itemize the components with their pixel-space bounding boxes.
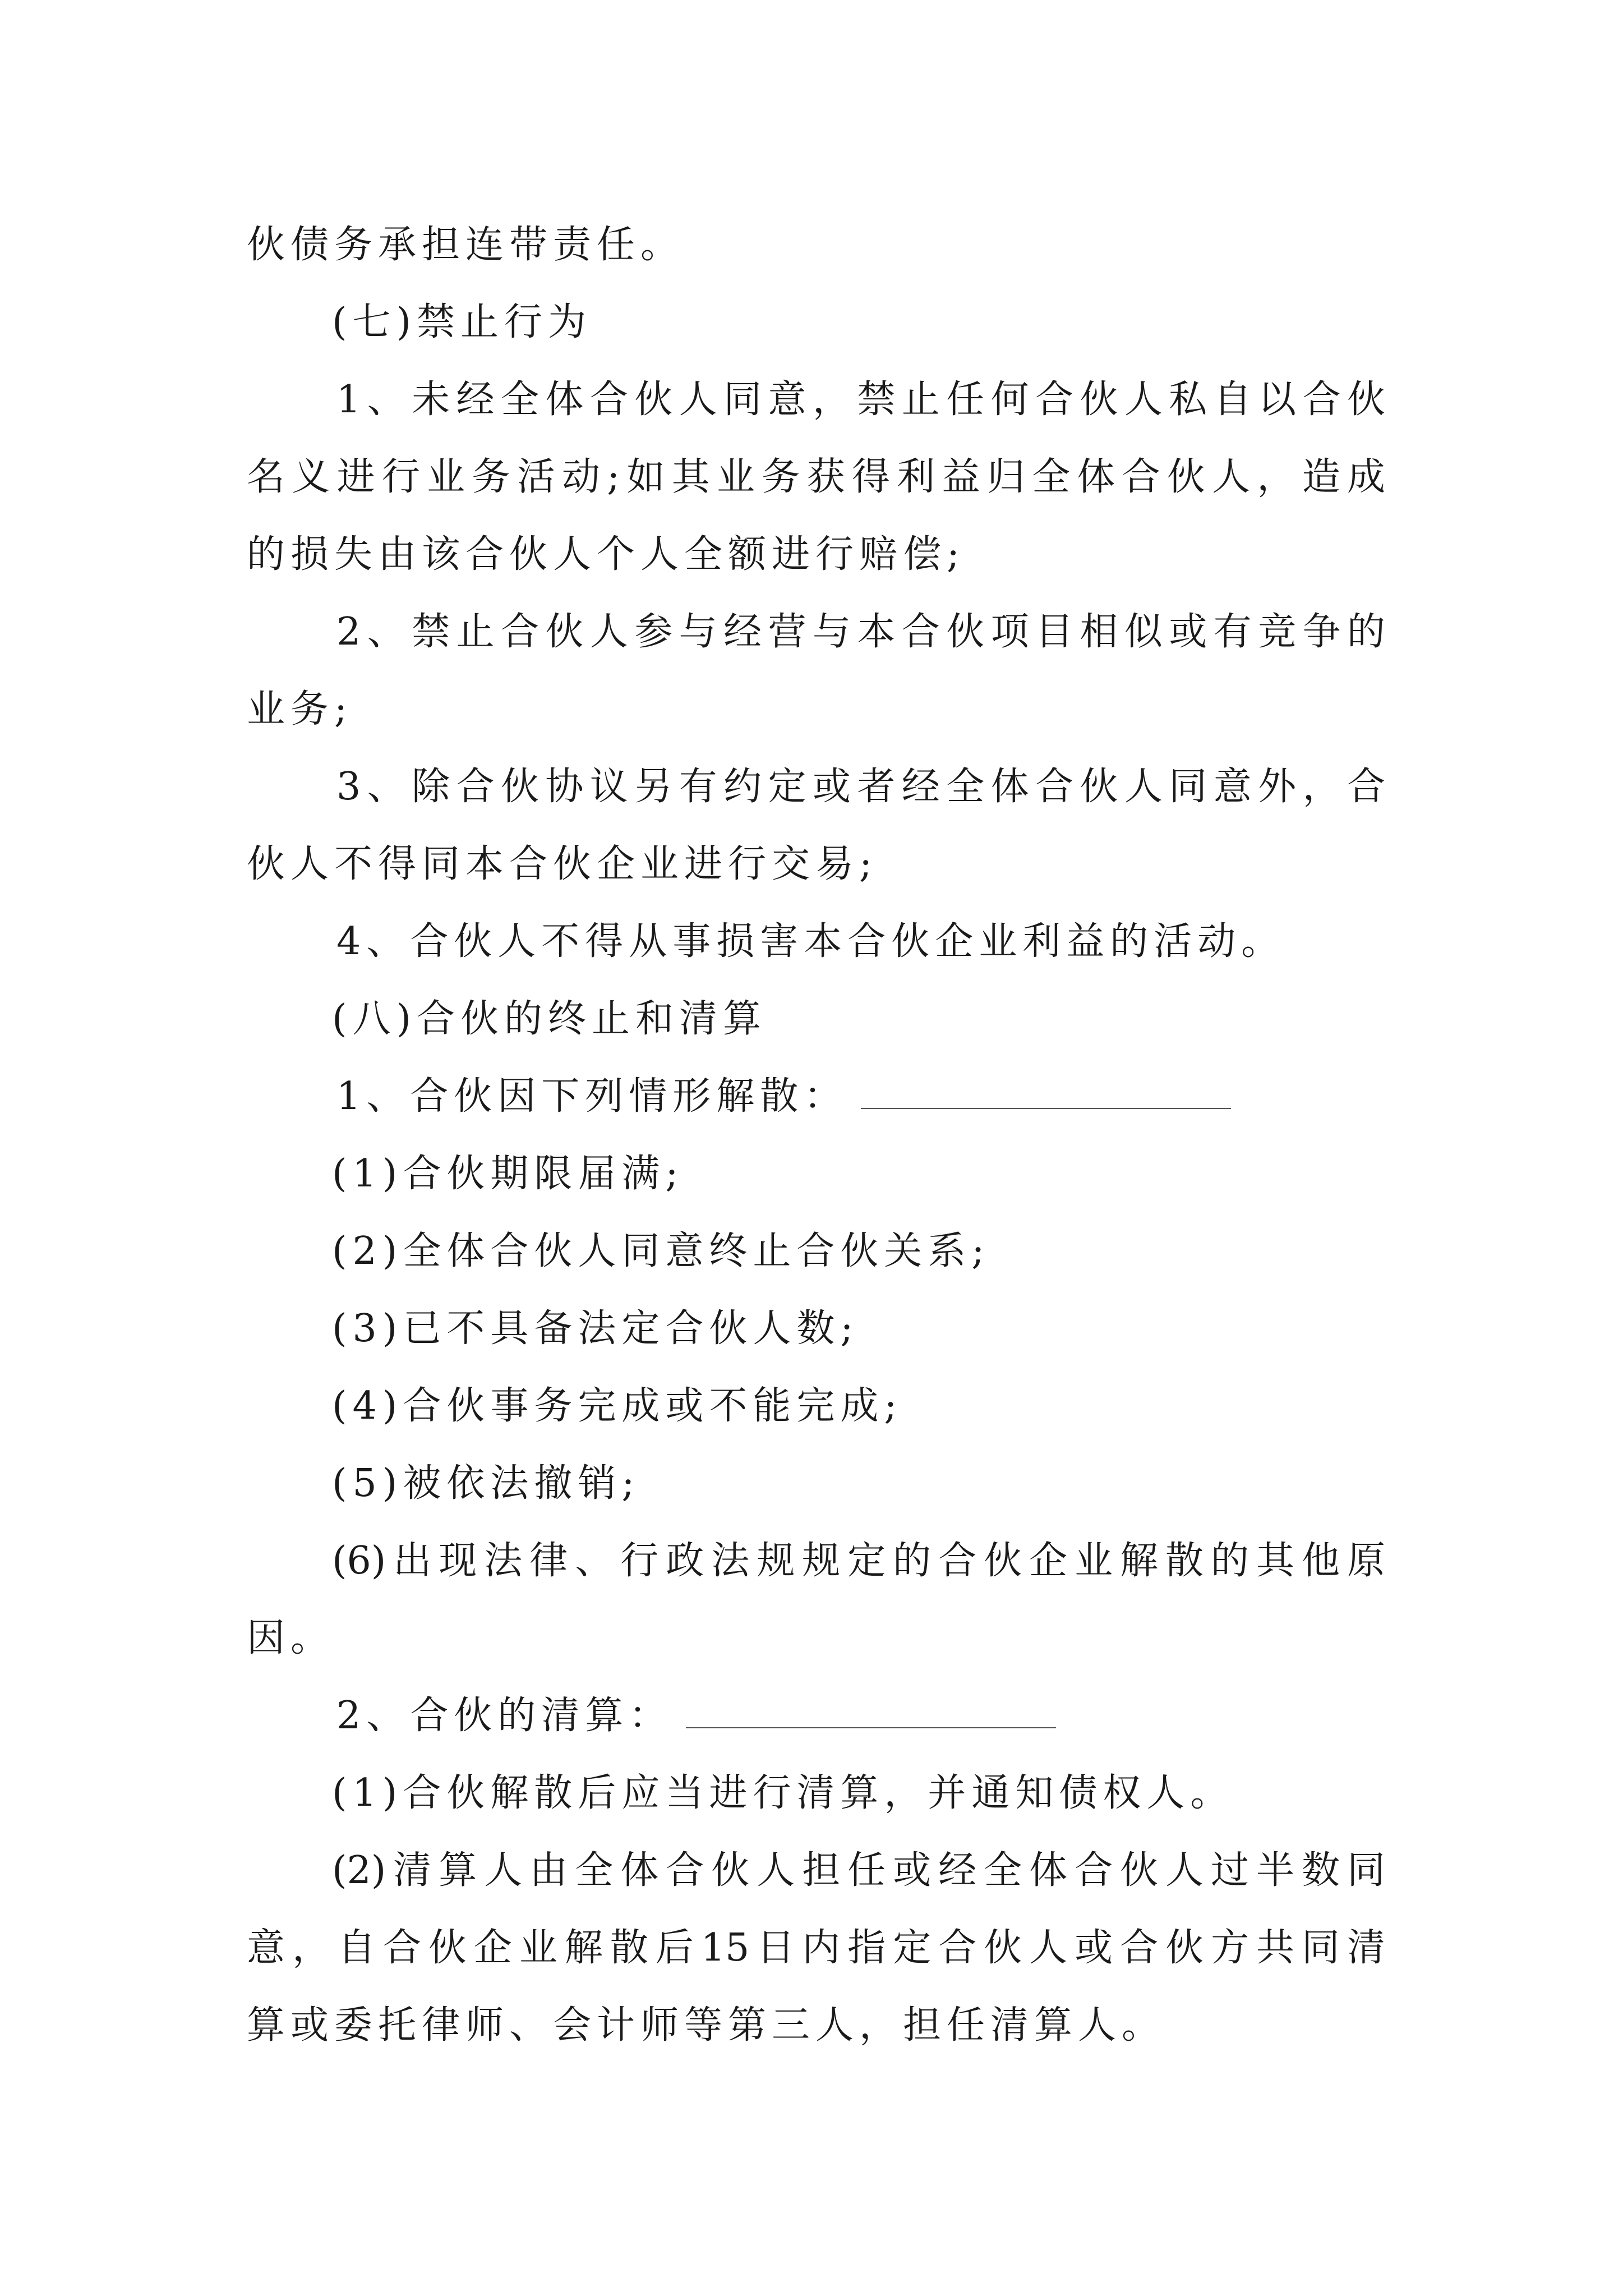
text-line: 业务;: [247, 687, 353, 731]
text-line: 1、未经全体合伙人同意，禁止任何合伙人私自以合伙: [336, 378, 1385, 422]
text-line: 4、合伙人不得从事损害本合伙企业利益的活动。: [336, 919, 1285, 964]
text-line: 名义进行业务活动;如其业务获得利益归全体合伙人，造成: [247, 455, 1385, 499]
text-line: [247, 1058, 1385, 1135]
text-line-label: 1、合伙因下列情形解散：: [336, 1074, 848, 1119]
list-item: (5)被依法撤销;: [332, 1461, 640, 1506]
fill-in-blank: [686, 1703, 1056, 1728]
text-line: [247, 1677, 1385, 1755]
text-line: 算或委托律师、会计师等第三人，担任清算人。: [247, 2003, 1166, 2047]
list-item: (4)合伙事务完成或不能完成;: [332, 1384, 903, 1428]
list-item: (3)已不具备法定合伙人数;: [332, 1306, 859, 1351]
text-line: 3、除合伙协议另有约定或者经全体合伙人同意外，合: [336, 765, 1385, 809]
list-item: (2)全体合伙人同意终止合伙关系;: [332, 1229, 990, 1273]
section-heading: (七)禁止行为: [332, 300, 592, 344]
list-item: (1)合伙期限届满;: [332, 1152, 684, 1196]
text-line: 因。: [247, 1616, 335, 1660]
section-heading: (八)合伙的终止和清算: [332, 997, 767, 1041]
text-line: 伙债务承担连带责任。: [247, 223, 685, 267]
fill-in-blank: [861, 1083, 1231, 1109]
list-item: (2)清算人由全体合伙人担任或经全体合伙人过半数同: [332, 1848, 1385, 1893]
text-line-label: 2、合伙的清算：: [336, 1694, 673, 1738]
document-body: [247, 206, 1385, 2064]
list-item: (1)合伙解散后应当进行清算，并通知债权人。: [332, 1771, 1234, 1815]
text-line: 伙人不得同本合伙企业进行交易;: [247, 842, 878, 886]
text-line: 意，自合伙企业解散后15日内指定合伙人或合伙方共同清: [247, 1926, 1385, 1970]
list-item: (6)出现法律、行政法规规定的合伙企业解散的其他原: [332, 1539, 1385, 1583]
text-line: 2、禁止合伙人参与经营与本合伙项目相似或有竞争的: [336, 610, 1385, 654]
text-line: 的损失由该合伙人个人全额进行赔偿;: [247, 532, 965, 577]
